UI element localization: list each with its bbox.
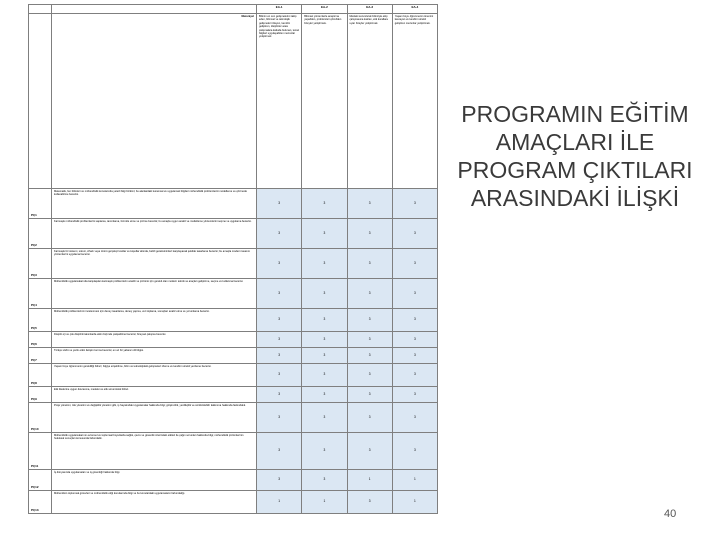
relation-value: 1 — [257, 491, 302, 514]
relation-value: 3 — [347, 387, 392, 403]
slide-title: PROGRAMIN EĞİTİM AMAÇLARI İLE PROGRAM ÇIKTILARI ARASINDAKİ İLİŞKİ — [457, 101, 693, 211]
relationship-table — [28, 4, 438, 514]
relation-value: 3 — [392, 332, 437, 348]
outcome-text: Mühendislik uygulamalarında karşılaşılan karmaşık problemlerin analizi ve çözümü için gerekli olan modern teknik ve araçları geliştirme, seçme ve kullanma becerisi. — [52, 279, 257, 309]
outcome-text: Matematik, fen bilimleri ve mühendislik konularında yeterli bilgi birikimi; bu alanlardaki kuramsal ve uygulamalı bilgileri mühendislik problemlerini modelleme ve çözmede kullanabilme becerisi. — [52, 189, 257, 219]
relation-value: 3 — [302, 348, 347, 364]
relation-value: 1 — [392, 491, 437, 514]
table-row — [29, 491, 438, 514]
relation-value: 3 — [347, 309, 392, 332]
relation-value: 3 — [392, 219, 437, 249]
outcome-id: PÇ10 — [29, 403, 52, 433]
outcome-id: PÇ5 — [29, 309, 52, 332]
outcome-text: Disiplin içi ve çok disiplinli takımlarda etkin biçimde çalışabilme becerisi; bireysel çalışma becerisi. — [52, 332, 257, 348]
outcome-text: Proje yönetimi, risk yönetimi ve değişiklik yönetimi gibi, iş hayatındaki uygulamalar hakkında bilgi; girişimcilik, yenilikçilik ve sürdürülebilir kalkınma hakkında farkındalık. — [52, 403, 257, 433]
column-description: Bilimsel yöntemlerle araştırma yapabilen, problemleri çözebilen bireyler yetiştirmek. — [302, 14, 347, 189]
relation-value: 3 — [257, 219, 302, 249]
relation-value: 3 — [302, 332, 347, 348]
relation-value: 1 — [392, 470, 437, 491]
table-row — [29, 332, 438, 348]
page-number: 40 — [664, 508, 677, 520]
relation-value: 3 — [347, 279, 392, 309]
table-header-row — [29, 5, 438, 14]
table-row — [29, 403, 438, 433]
outcome-text: Mühendisin toplumsal görevleri ve mühendislik etiği konularında bilgi ve bu konulardaki uygulamaların farkındalığı. — [52, 491, 257, 514]
column-header: EA-3 — [347, 5, 392, 14]
relation-value: 3 — [302, 279, 347, 309]
relation-value: 3 — [392, 403, 437, 433]
relation-value: 3 — [392, 348, 437, 364]
outcome-id: PÇ12 — [29, 470, 52, 491]
relation-value: 3 — [257, 309, 302, 332]
relation-value: 3 — [257, 332, 302, 348]
relation-value: 3 — [392, 189, 437, 219]
relation-value: 3 — [302, 309, 347, 332]
outcome-id: PÇ13 — [29, 491, 52, 514]
blank-cell — [29, 14, 52, 189]
relation-value: 3 — [302, 387, 347, 403]
table-row — [29, 387, 438, 403]
table-row — [29, 249, 438, 279]
relation-value: 3 — [257, 403, 302, 433]
relation-value: 3 — [257, 387, 302, 403]
relation-value: 3 — [302, 433, 347, 470]
table-row — [29, 364, 438, 387]
relation-value: 3 — [392, 433, 437, 470]
outcome-text: Karmaşık mühendislik problemlerini saptama, tanımlama, formüle etme ve çözme becerisi; bu amaçla uygun analiz ve modelleme yöntemlerini seçme ve uygulama becerisi. — [52, 219, 257, 249]
relation-value: 1 — [347, 470, 392, 491]
relation-value: 3 — [392, 279, 437, 309]
outcome-text: Karmaşık bir sistemi, süreci, cihazı veya ürünü gerçekçi kısıtlar ve koşullar altında, belirli gereksinimleri karşılayacak şekilde tasarlama becerisi; bu amaçla modern tasarım yöntemlerini uygulama becerisi. — [52, 249, 257, 279]
relation-value: 3 — [257, 470, 302, 491]
relation-value: 3 — [257, 433, 302, 470]
relation-value: 3 — [347, 433, 392, 470]
outcome-text: Mühendislik problemlerinin incelenmesi için deney tasarlama, deney yapma, veri toplama, sonuçları analiz etme ve yorumlama becerisi. — [52, 309, 257, 332]
relation-value: 3 — [347, 249, 392, 279]
outcome-id: PÇ2 — [29, 219, 52, 249]
relation-value: 3 — [392, 387, 437, 403]
table-row — [29, 219, 438, 249]
outcome-id: PÇ9 — [29, 387, 52, 403]
outcome-text: Etik ilkelerine uygun davranma, mesleki ve etik sorumluluk bilinci. — [52, 387, 257, 403]
relation-value: 3 — [302, 219, 347, 249]
outcome-text: Yaşam boyu öğrenmenin gerekliliği bilinci; bilgiye erişebilme, bilim ve teknolojideki gelişmeleri izleme ve kendini sürekli yenileme becerisi. — [52, 364, 257, 387]
table-row — [29, 470, 438, 491]
outcome-id: PÇ3 — [29, 249, 52, 279]
relation-value: 3 — [257, 189, 302, 219]
relation-value: 3 — [347, 403, 392, 433]
outcome-id: PÇ11 — [29, 433, 52, 470]
relation-value: 3 — [302, 470, 347, 491]
relation-value: 3 — [257, 249, 302, 279]
relation-value: 3 — [257, 348, 302, 364]
amac-label-cell: Mezuniyet — [52, 14, 257, 189]
relation-value: 3 — [392, 364, 437, 387]
relation-value: 3 — [347, 219, 392, 249]
relation-value: 3 — [347, 332, 392, 348]
column-header: EA-2 — [302, 5, 347, 14]
table-description-row — [29, 14, 438, 189]
relation-value: 3 — [347, 189, 392, 219]
outcome-text: İş dünyasında uygulamaları ve iş güvenliği hakkında bilgi. — [52, 470, 257, 491]
column-description: Yaşam boyu öğrenmenin önemini kavrayan ve kendini sürekli geliştiren mezunlar yetiştirmek. — [392, 14, 437, 189]
table-row — [29, 279, 438, 309]
relation-value: 3 — [257, 364, 302, 387]
outcome-text: Mühendislik uygulamalarının evrensel ve toplumsal boyutlarda sağlık, çevre ve güvenlik üzerindeki etkileri ile çağın sorunları hakkında bilgi; mühendislik çözümlerinin hukuksal sonuçları konusunda farkındalık. — [52, 433, 257, 470]
relation-value: 3 — [257, 279, 302, 309]
relation-value: 3 — [347, 491, 392, 514]
table-row — [29, 309, 438, 332]
relation-value: 3 — [347, 364, 392, 387]
outcome-id: PÇ4 — [29, 279, 52, 309]
outcome-id: PÇ7 — [29, 348, 52, 364]
corner-label-cell — [52, 5, 257, 14]
column-description: Bilimin en son gelişmelerini takip eden, bilimsel ve teknolojik gelişmeleri izleyen, kendini geliştiren, disiplinler arası çalışmalara katkıda bulunan, temel bilgileri uygulayabilen mezunlar yetiştirmek — [257, 14, 302, 189]
outcome-id: PÇ6 — [29, 332, 52, 348]
table-row — [29, 348, 438, 364]
column-description: Mesleki sorumluluk bilinciyle ekip çalışmasına katılan, etik kurallara uyan bireyler yetiştirmek. — [347, 14, 392, 189]
relation-value: 3 — [392, 309, 437, 332]
table-row — [29, 433, 438, 470]
table-row — [29, 189, 438, 219]
outcome-text: Türkçe sözlü ve yazılı etkin iletişim kurma becerisi; en az bir yabancı dil bilgisi. — [52, 348, 257, 364]
relation-value: 3 — [347, 348, 392, 364]
relation-value: 1 — [302, 491, 347, 514]
corner-blank-cell — [29, 5, 52, 14]
relation-value: 3 — [302, 189, 347, 219]
column-header: EA-4 — [392, 5, 437, 14]
column-header: EA-1 — [257, 5, 302, 14]
relation-value: 3 — [392, 249, 437, 279]
outcome-id: PÇ8 — [29, 364, 52, 387]
relation-value: 3 — [302, 364, 347, 387]
outcome-id: PÇ1 — [29, 189, 52, 219]
relation-value: 3 — [302, 249, 347, 279]
relation-value: 3 — [302, 403, 347, 433]
